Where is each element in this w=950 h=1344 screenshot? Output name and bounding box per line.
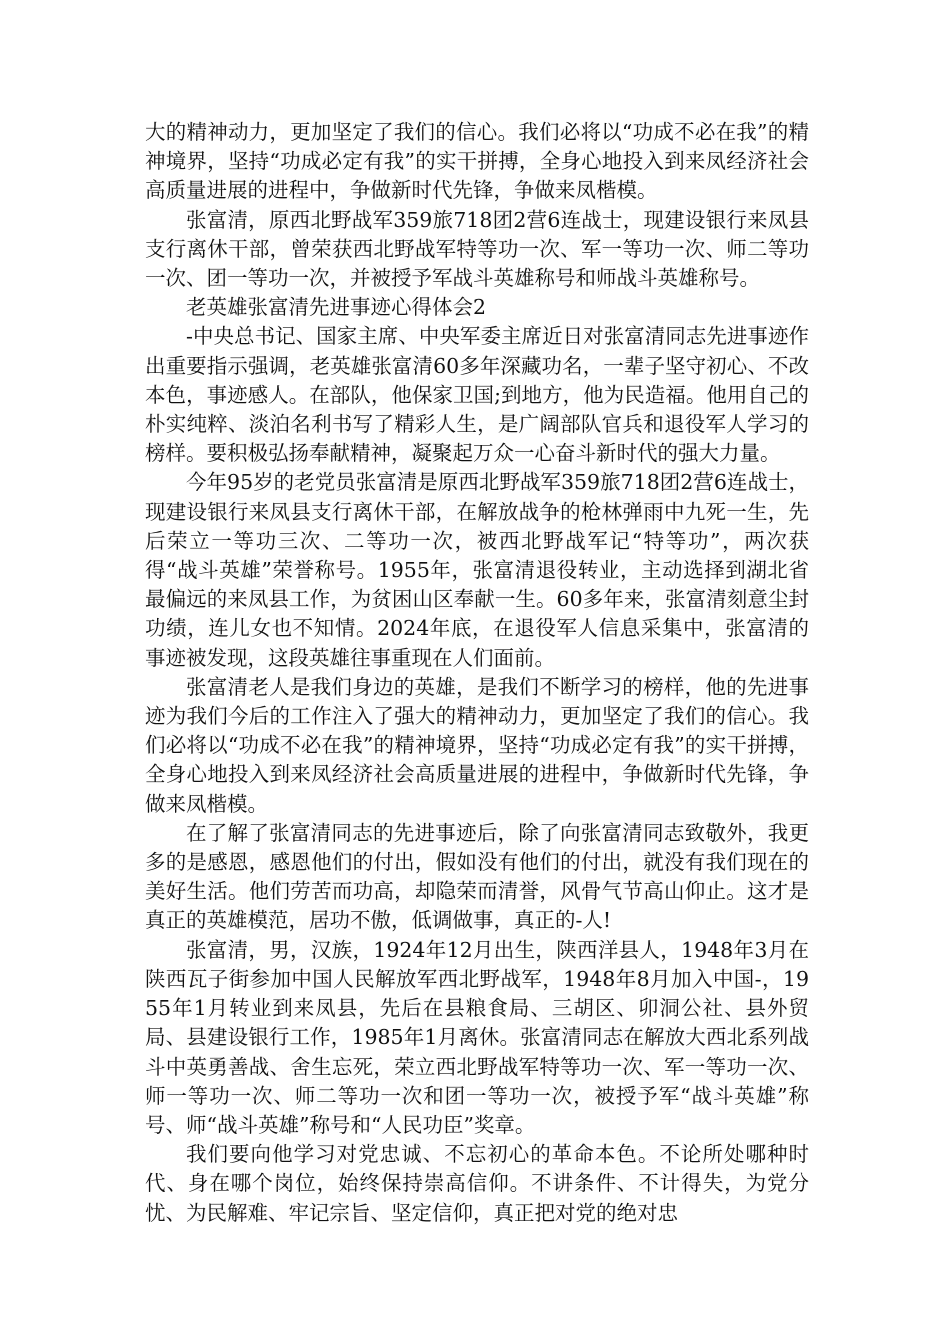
paragraph-instruction: -中央总书记、国家主席、中央军委主席近日对张富清同志先进事迹作出重要指示强调，老英雄张富清60多年深藏功名，一辈子坚守初心、不改本色，事迹感人。在部队，他保家卫国;到地方，他为民造福。他用自己的朴实纯粹、淡泊名利书写了精彩人生，是广阔部队官兵和退役军人学习的榜样。要积极弘扬奉献精神，凝聚起万众一心奋斗新时代的强大力量。 <box>145 324 809 466</box>
paragraph-role-model: 张富清老人是我们身边的英雄，是我们不断学习的榜样，他的先进事迹为我们今后的工作注入了强大的精神动力，更加坚定了我们的信心。我们必将以“功成不必在我”的精神境界，坚持“功成必定有我”的实干拼搏，全身心地投入到来凤经济社会高质量进展的进程中，争做新时代先锋，争做来凤楷模。 <box>145 674 809 816</box>
paragraph-zhang-fuqing-intro: 张富清，原西北野战军359旅718团2营6连战士，现建设银行来凤县支行离休干部，曾荣获西北野战军特等功一次、军一等功一次、师二等功一次、团一等功一次，并被授予军战斗英雄称号和师战斗英雄称号。 <box>145 207 809 291</box>
paragraph-biography: 今年95岁的老党员张富清是原西北野战军359旅718团2营6连战士，现建设银行来凤县支行离休干部，在解放战争的枪林弹雨中九死一生，先后荣立一等功三次、二等功一次，被西北野战军记“特等功”，两次获得“战斗英雄”荣誉称号。1955年，张富清退役转业，主动选择到湖北省最偏远的来凤县工作，为贫困山区奉献一生。60多年来，张富清刻意尘封功绩，连儿女也不知情。2024年底，在退役军人信息采集中，张富清的事迹被发现，这段英雄往事重现在人们面前。 <box>145 470 809 670</box>
document-page <box>145 118 809 1228</box>
paragraph-continuation: 大的精神动力，更加坚定了我们的信心。我们必将以“功成不必在我”的精神境界，坚持“功成必定有我”的实干拼搏，全身心地投入到来凤经济社会高质量进展的进程中，争做新时代先锋，争做来凤楷模。 <box>145 120 809 203</box>
paragraph-profile: 张富清，男，汉族，1924年12月出生，陕西洋县人，1948年3月在陕西瓦子街参加中国人民解放军西北野战军，1948年8月加入中国-，1955年1月转业到来凤县，先后在县粮食局、三胡区、卯洞公社、县外贸局、县建设银行工作，1985年1月离休。张富清同志在解放大西北系列战斗中英勇善战、舍生忘死，荣立西北野战军特等功一次、军一等功一次、师一等功一次、师二等功一次和团一等功一次，被授予军“战斗英雄”称号、师“战斗英雄”称号和“人民功臣”奖章。 <box>145 937 809 1137</box>
paragraph-learning: 我们要向他学习对党忠诚、不忘初心的革命本色。不论所处哪种时代、身在哪个岗位，始终保持崇高信仰。不讲条件、不计得失，为党分忧、为民解难、牢记宗旨、坚定信仰，真正把对党的绝对忠 <box>145 1142 809 1225</box>
section-heading: 老英雄张富清先进事迹心得体会2 <box>186 295 487 320</box>
paragraph-gratitude: 在了解了张富清同志的先进事迹后，除了向张富清同志致敬外，我更多的是感恩，感恩他们的付出，假如没有他们的付出，就没有我们现在的美好生活。他们劳苦而功高，却隐荣而清誉，风骨气节高山仰止。这才是真正的英雄模范，居功不傲，低调做事，真正的-人! <box>145 820 809 933</box>
